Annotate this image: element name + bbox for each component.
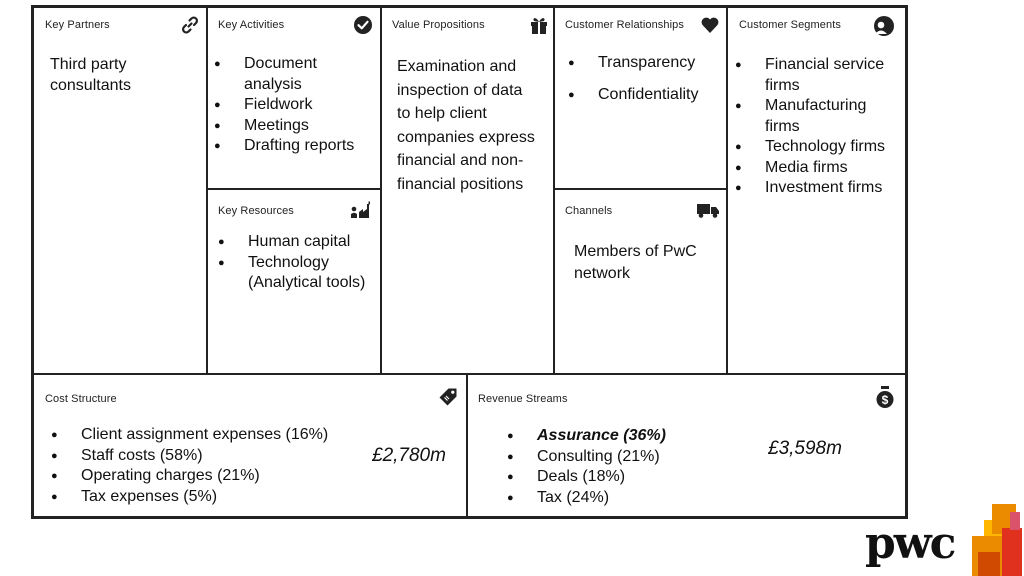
- revenue-streams-section: [468, 375, 905, 516]
- factory-worker-icon: [349, 200, 373, 220]
- business-model-canvas: [31, 5, 908, 519]
- value-propositions-title: Value Propositions: [392, 19, 485, 31]
- channels-section: [555, 190, 726, 373]
- key-partners-title: Key Partners: [45, 19, 110, 31]
- key-resources-title: Key Resources: [218, 205, 294, 217]
- cost-structure-list: [51, 425, 371, 507]
- list-item: ● Assurance (36%): [507, 426, 727, 447]
- list-item: ● Tax (24%): [507, 488, 727, 509]
- list-item: ● Staff costs (58%): [51, 446, 371, 467]
- customer-relationships-title: Customer Relationships: [565, 19, 684, 31]
- revenue-streams-title: Revenue Streams: [478, 393, 568, 405]
- customer-segments-list: [735, 55, 895, 199]
- key-resources-list: [218, 232, 368, 294]
- cost-total: £2,780m: [372, 445, 446, 466]
- pwc-logo: [864, 498, 1024, 576]
- key-activities-section: [208, 8, 380, 188]
- list-item: ● Client assignment expenses (16%): [51, 425, 371, 446]
- list-item: ● Document analysis: [214, 54, 364, 95]
- link-icon: [180, 15, 200, 35]
- list-item: ● Transparency: [568, 53, 718, 74]
- value-propositions-text: Examination and inspection of data to help client companies express financial and non-financial positions: [397, 58, 535, 193]
- cost-structure-title: Cost Structure: [45, 393, 117, 405]
- revenue-streams-list: [507, 426, 727, 508]
- list-item: ● Deals (18%): [507, 467, 727, 488]
- cost-structure-section: [34, 375, 466, 516]
- list-item: ● Tax expenses (5%): [51, 487, 371, 508]
- key-partners-text: Third party consultants: [50, 56, 131, 94]
- check-circle-icon: [353, 15, 373, 35]
- customer-segments-title: Customer Segments: [739, 19, 841, 31]
- truck-icon: [696, 200, 720, 220]
- channels-title: Channels: [565, 205, 613, 217]
- list-item: ● Media firms: [735, 158, 895, 179]
- list-item: ● Confidentiality: [568, 85, 718, 106]
- list-item: ● Operating charges (21%): [51, 466, 371, 487]
- list-item: ● Meetings: [214, 116, 364, 137]
- svg-text:$: $: [881, 393, 889, 407]
- person-silhouette-icon: [873, 15, 895, 37]
- channels-text: Members of PwC network: [574, 243, 697, 282]
- list-item: ● Human capital: [218, 232, 368, 253]
- price-tag-icon: [438, 387, 458, 407]
- gift-icon: [529, 15, 549, 35]
- customer-relationships-section: [555, 8, 726, 188]
- money-bag-icon: [875, 385, 895, 409]
- customer-relationships-list: [568, 53, 718, 105]
- key-resources-section: [208, 190, 380, 373]
- key-activities-title: Key Activities: [218, 19, 285, 31]
- customer-segments-section: [728, 8, 905, 373]
- value-propositions-section: [382, 8, 553, 373]
- revenue-total: £3,598m: [768, 438, 842, 459]
- list-item: ● Technology (Analytical tools): [218, 253, 368, 294]
- key-activities-list: [214, 54, 364, 157]
- list-item: ● Consulting (21%): [507, 447, 727, 468]
- list-item: ● Investment firms: [735, 178, 895, 199]
- pwc-logo-text: pwc: [865, 518, 955, 569]
- key-partners-section: [34, 8, 206, 373]
- list-item: ● Financial service firms: [735, 55, 895, 96]
- list-item: ● Drafting reports: [214, 136, 364, 157]
- list-item: ● Manufacturing firms: [735, 96, 895, 137]
- list-item: ● Technology firms: [735, 137, 895, 158]
- heart-icon: [700, 15, 720, 35]
- list-item: ● Fieldwork: [214, 95, 364, 116]
